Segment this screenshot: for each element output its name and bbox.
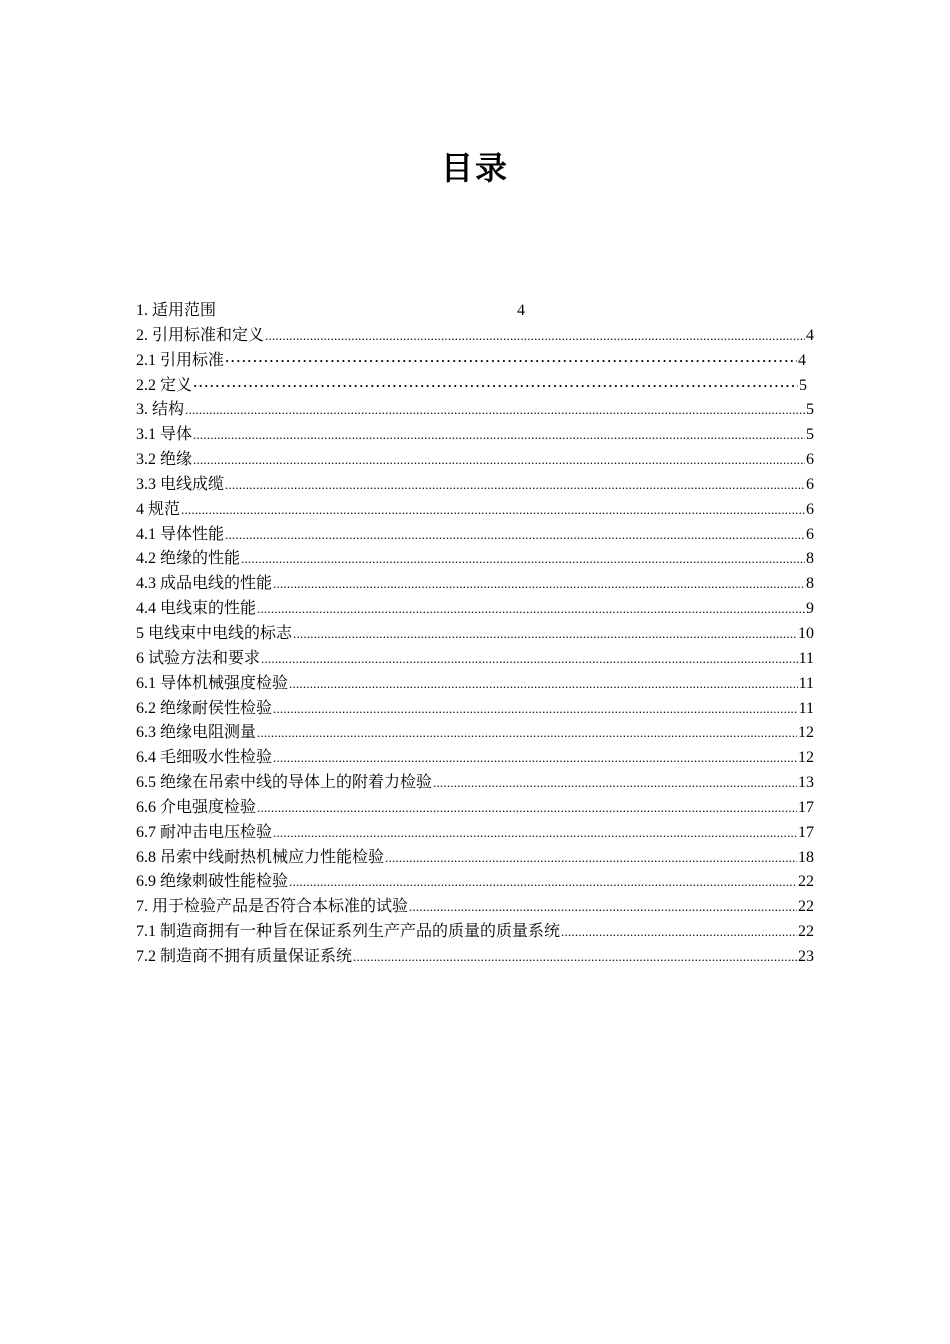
toc-entry-title: 6.5 绝缘在吊索中线的导体上的附着力检验 <box>136 774 433 792</box>
dot-leader <box>273 572 805 597</box>
toc-entry[interactable] <box>136 821 814 846</box>
toc-entry-title: 6.6 介电强度检验 <box>136 798 257 816</box>
toc-entry[interactable] <box>136 423 814 448</box>
toc-entry[interactable] <box>136 870 814 895</box>
toc-entry-title: 3.3 电线成缆 <box>136 475 225 493</box>
dot-leader <box>257 796 797 821</box>
toc-entry-page: 6 <box>806 525 814 543</box>
dot-leader <box>193 448 805 473</box>
toc-entry-page: 18 <box>798 848 814 866</box>
toc-entry-page: 5 <box>799 376 807 394</box>
toc-entry-title: 5 电线束中电线的标志 <box>136 624 293 642</box>
toc-entry[interactable] <box>136 473 814 498</box>
toc-entry-title: 2.1 引用标准 <box>136 351 225 369</box>
toc-entry-title: 6.4 毛细吸水性检验 <box>136 749 273 767</box>
toc-entry[interactable] <box>136 746 814 771</box>
toc-entry-page: 17 <box>798 823 814 841</box>
toc-entry-title: 7. 用于检验产品是否符合本标准的试验 <box>136 898 409 916</box>
toc-entry-title: 3.1 导体 <box>136 426 193 444</box>
toc-entry-title: 7.2 制造商不拥有质量保证系统 <box>136 947 353 965</box>
toc-entry-title: 6.9 绝缘刺破性能检验 <box>136 873 289 891</box>
dot-leader <box>289 870 797 895</box>
dot-leader <box>181 498 805 523</box>
dot-leader <box>225 523 805 548</box>
toc-entry-title: 6 试验方法和要求 <box>136 649 261 667</box>
toc-entry-page: 6 <box>806 500 814 518</box>
dot-leader <box>265 324 805 349</box>
toc-entry-title: 6.8 吊索中线耐热机械应力性能检验 <box>136 848 385 866</box>
toc-entry[interactable] <box>136 523 814 548</box>
toc-entry[interactable] <box>136 846 814 871</box>
dot-leader <box>385 846 797 871</box>
toc-entry-title: 6.3 绝缘电阻测量 <box>136 724 257 742</box>
toc-entry[interactable] <box>136 374 807 399</box>
toc-entry-page: 12 <box>798 749 814 767</box>
toc-entry-page: 4 <box>806 326 814 344</box>
toc-entry-page: 4 <box>517 302 526 319</box>
toc-entry-page: 5 <box>806 426 814 444</box>
dot-leader <box>561 920 797 945</box>
page-title: 目录 <box>440 149 509 187</box>
toc-entry[interactable] <box>136 349 806 374</box>
toc-entry[interactable] <box>136 597 814 622</box>
toc-entry-page: 6 <box>806 475 814 493</box>
toc-entry-page: 8 <box>806 550 814 568</box>
toc-entry-title: 6.2 绝缘耐侯性检验 <box>136 699 273 717</box>
toc-entry-page: 22 <box>798 873 814 891</box>
dot-leader <box>225 349 797 374</box>
toc-entry-title: 4.4 电线束的性能 <box>136 600 257 618</box>
dot-leader <box>433 771 797 796</box>
toc-entry[interactable] <box>136 498 814 523</box>
toc-entry-title: 6.1 导体机械强度检验 <box>136 674 289 692</box>
dot-leader <box>193 374 798 399</box>
toc-entry[interactable] <box>136 324 814 349</box>
toc-entry-page: 22 <box>798 923 814 941</box>
toc-entry-title: 6.7 耐冲击电压检验 <box>136 823 273 841</box>
toc-entry-page: 11 <box>798 674 814 692</box>
toc-entry[interactable] <box>136 796 814 821</box>
toc-entry[interactable] <box>136 448 814 473</box>
toc-entry-title: 4.2 绝缘的性能 <box>136 550 241 568</box>
toc-entry-page: 22 <box>798 898 814 916</box>
dot-leader <box>273 697 798 722</box>
toc-entry-title: 4.3 成品电线的性能 <box>136 575 273 593</box>
toc-entry-title: 4.1 导体性能 <box>136 525 225 543</box>
toc-entry-title: 3.2 绝缘 <box>136 451 193 469</box>
toc-entry-title: 2.2 定义 <box>136 376 193 394</box>
dot-leader <box>273 746 797 771</box>
toc-entry[interactable] <box>136 920 814 945</box>
toc-entry[interactable] <box>136 672 814 697</box>
toc-entry-page: 17 <box>798 798 814 816</box>
toc-entry[interactable] <box>136 945 814 970</box>
toc-entry[interactable] <box>136 895 814 920</box>
dot-leader <box>241 547 805 572</box>
toc-entry-page: 23 <box>798 947 814 965</box>
dot-leader <box>225 473 805 498</box>
dot-leader <box>261 647 798 672</box>
toc-entry-page: 13 <box>798 774 814 792</box>
table-of-contents <box>136 299 814 970</box>
toc-entry-page: 11 <box>798 649 814 667</box>
toc-entry[interactable] <box>136 398 814 423</box>
toc-entry-page: 8 <box>806 575 814 593</box>
toc-entry[interactable] <box>136 547 814 572</box>
toc-entry-title: 1. 适用范围 <box>136 302 217 319</box>
toc-entry[interactable] <box>136 622 814 647</box>
dot-leader <box>353 945 797 970</box>
toc-entry-page: 11 <box>798 699 814 717</box>
toc-entry[interactable] <box>136 771 814 796</box>
dot-leader <box>273 821 797 846</box>
toc-entry[interactable] <box>136 721 814 746</box>
toc-entry-title: 2. 引用标准和定义 <box>136 326 265 344</box>
toc-entry-page: 6 <box>806 451 814 469</box>
dot-leader <box>257 721 797 746</box>
toc-entry[interactable] <box>136 299 814 324</box>
dot-leader <box>185 398 805 423</box>
toc-entry-page: 5 <box>806 401 814 419</box>
toc-entry[interactable] <box>136 647 814 672</box>
dot-leader <box>409 895 797 920</box>
toc-entry-page: 10 <box>798 624 814 642</box>
toc-entry-page: 9 <box>806 600 814 618</box>
toc-entry[interactable] <box>136 572 814 597</box>
toc-entry-title: 4 规范 <box>136 500 181 518</box>
toc-entry-title: 7.1 制造商拥有一种旨在保证系列生产产品的质量的质量系统 <box>136 923 561 941</box>
toc-entry-page: 12 <box>798 724 814 742</box>
dot-leader <box>289 672 798 697</box>
dot-leader <box>293 622 797 647</box>
toc-entry-title: 3. 结构 <box>136 401 185 419</box>
dot-leader <box>257 597 805 622</box>
dot-leader <box>193 423 805 448</box>
toc-entry[interactable] <box>136 697 814 722</box>
toc-entry-page: 4 <box>798 351 806 369</box>
